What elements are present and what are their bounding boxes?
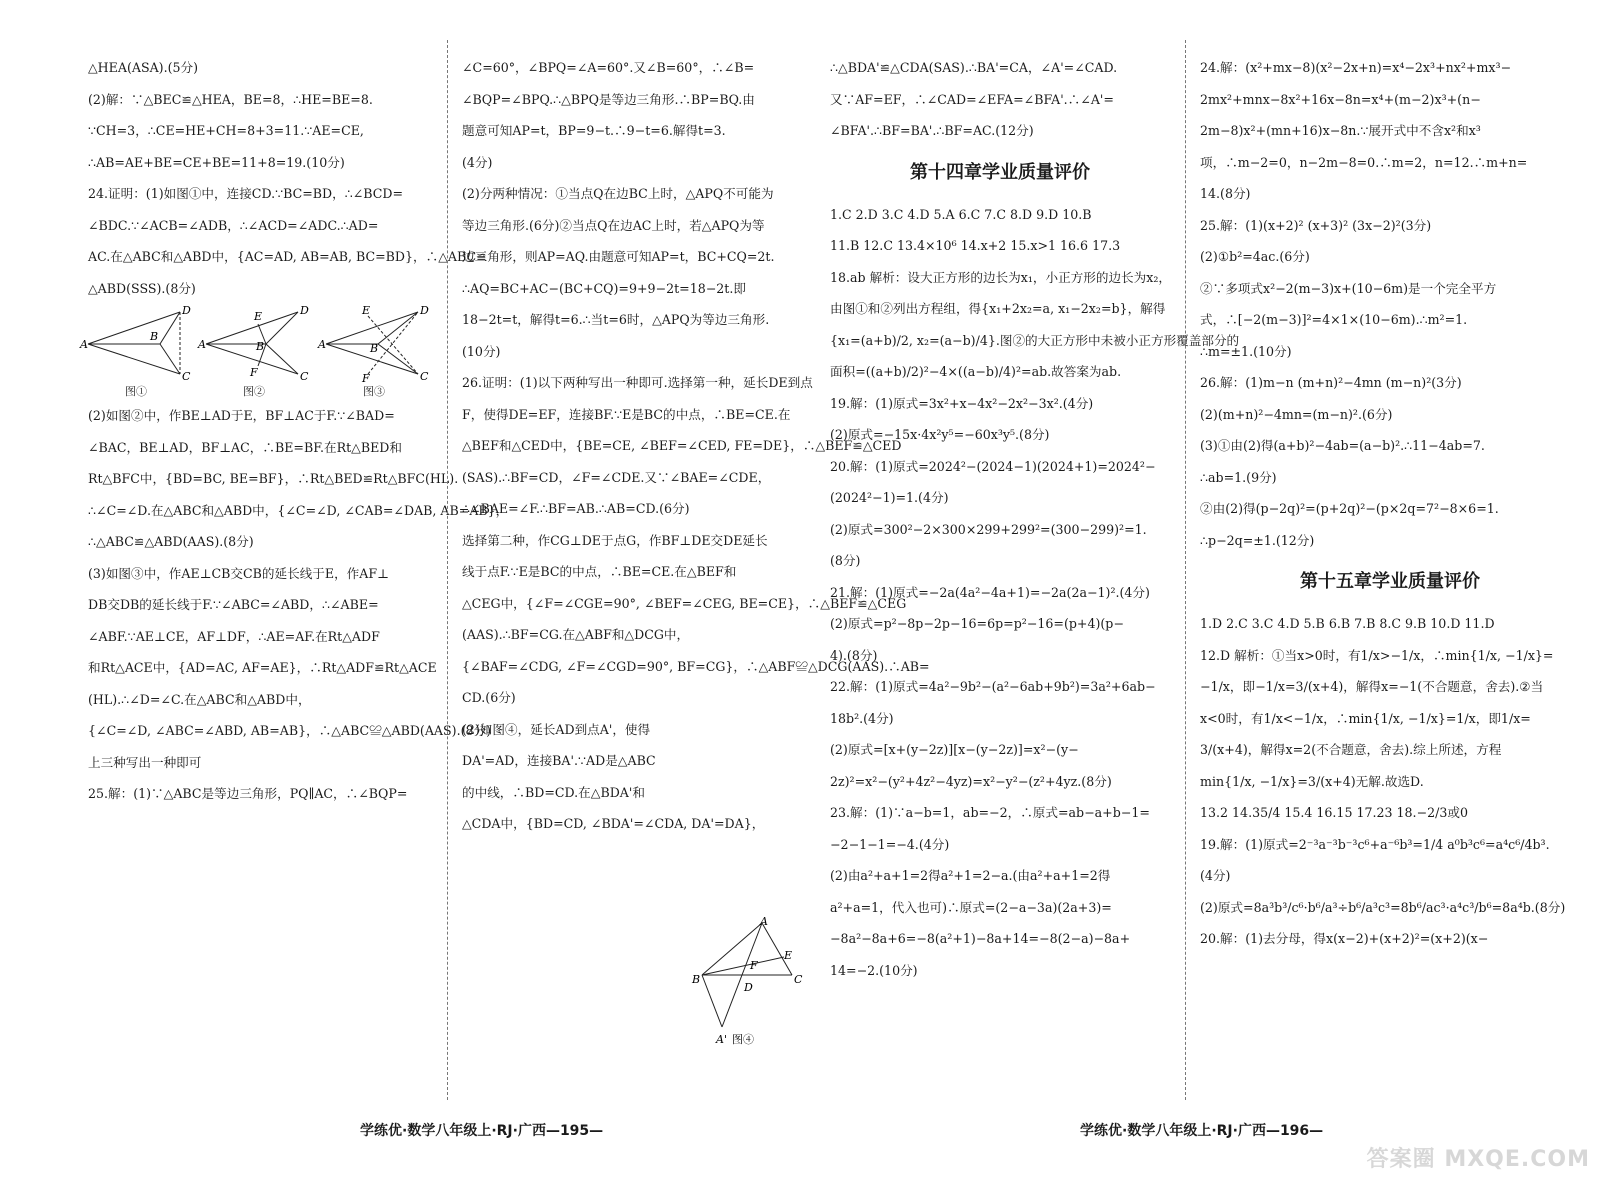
text-line: ∴△ABC≌△ABD(AAS).(8分) xyxy=(88,534,254,549)
text-line: ②∵多项式x²−2(m−3)x+(10−6m)是一个完全平方 xyxy=(1200,280,1497,296)
figure-row xyxy=(80,304,433,400)
geometry-figure xyxy=(318,304,428,384)
text-line: (2)由a²+a+1=2得a²+1=2−a.(由a²+a+1=2得 xyxy=(830,868,1111,883)
geometry-figure-4 xyxy=(692,915,802,1045)
text-line: (2)原式=[x+(y−2z)][x−(y−2z)]=x²−(y− xyxy=(830,742,1079,757)
figure-point-label: C xyxy=(794,973,803,986)
text-line: 24.解：(x²+mx−8)(x²−2x+n)=x⁴−2x³+nx²+mx³− xyxy=(1200,60,1512,75)
text-line: ∴AQ=BC+AC−(BC+CQ)=9+9−2t=18−2t.即 xyxy=(462,280,746,296)
text-line: ∴△BDA'≌△CDA(SAS).∴BA'=CA，∠A'=∠CAD. xyxy=(830,60,1118,75)
figure-point-label: E xyxy=(362,304,371,317)
figure-point-label: B xyxy=(692,973,701,986)
figure-point-label: D xyxy=(300,304,309,317)
figure-point-label: F xyxy=(250,366,258,379)
text-line: min{1/x, −1/x}=3/(x+4)无解.故选D. xyxy=(1200,773,1424,789)
text-line: Rt△BFC中，{BD=BC, BE=BF}，∴Rt△BED≌Rt△BFC(HL). xyxy=(88,471,459,486)
text-line: (4分) xyxy=(462,154,493,170)
text-line: 2mx²+mnx−8x²+16x−8n=x⁴+(m−2)x³+(n− xyxy=(1200,91,1481,107)
text-line: (2)原式=300²−2×300×299+299²=(300−299)²=1. xyxy=(830,521,1147,537)
text-line: 又∵AF=EF，∴∠CAD=∠EFA=∠BFA'.∴∠A'= xyxy=(830,91,1114,107)
text-line: 1.C 2.D 3.C 4.D 5.A 6.C 7.C 8.D 9.D 10.B xyxy=(830,206,1092,222)
column-divider xyxy=(1185,40,1186,1100)
text-line: 25.解：(1)(x+2)² (x+3)² (3x−2)²(3分) xyxy=(1200,217,1432,233)
text-line: (2)分两种情况：①当点Q在边BC上时，△APQ不可能为 xyxy=(462,186,774,201)
text-line: 选择第二种，作CG⊥DE于点G，作BF⊥DE交DE延长 xyxy=(462,532,768,548)
text-line: 项，∴m−2=0，n−2m−8=0.∴m=2，n=12.∴m+n= xyxy=(1200,154,1528,170)
figure-point-label: F xyxy=(362,372,370,385)
figure-caption: 图① xyxy=(125,385,147,398)
text-line: {∠BAF=∠CDG, ∠F=∠CGD=90°, BF=CG}，∴△ABF≌△DCG(AAS).∴AB= xyxy=(462,658,930,674)
text-line: CD.(6分) xyxy=(462,690,516,705)
text-line: ∴∠BAE=∠F.∴BF=AB.∴AB=CD.(6分) xyxy=(462,501,690,516)
text-line: AC.在△ABC和△ABD中，{AC=AD, AB=AB, BC=BD}，∴△ABC≌ xyxy=(88,249,487,264)
text-line: (2)如图②中，作BE⊥AD于E，BF⊥AC于F.∵∠BAD= xyxy=(88,408,395,423)
figure-caption: 图③ xyxy=(363,385,385,398)
text-line: 边三角形，则AP=AQ.由题意可知AP=t，BC+CQ=2t. xyxy=(462,249,775,264)
text-line: 24.证明：(1)如图①中，连接CD.∵BC=BD，∴∠BCD= xyxy=(88,186,404,201)
right-page xyxy=(800,0,1600,1181)
text-line: 和Rt△ACE中，{AD=AC, AF=AE}，∴Rt△ADF≌Rt△ACE xyxy=(88,660,437,675)
text-line: (3)如图③中，作AE⊥CB交CB的延长线于E，作AF⊥ xyxy=(88,565,389,581)
section-title-chapter-15: 第十五章学业质量评价 xyxy=(1300,571,1480,592)
text-line: 23.解：(1)∵a−b=1，ab=−2，∴原式=ab−a+b−1= xyxy=(830,805,1150,820)
text-line: −2−1−1=−4.(4分) xyxy=(830,836,950,852)
text-line: 2z)²=x²−(y²+4z²−4yz)=x²−y²−(z²+4yz.(8分) xyxy=(830,773,1112,789)
text-line: (8分) xyxy=(830,553,861,568)
figure-point-label: B xyxy=(256,340,265,353)
figure-point-label: A xyxy=(80,338,88,351)
text-line: (SAS).∴BF=CD，∠F=∠CDE.又∵∠BAE=∠CDE， xyxy=(462,469,771,485)
text-line: 11.B 12.C 13.4×10⁶ 14.x+2 15.x>1 16.6 17.3 xyxy=(830,238,1121,253)
right-column-2 xyxy=(1200,52,1580,1112)
text-line: (2)原式=8a³b³/c⁶·b⁶/a³÷b⁶/a³c³=8b⁶/ac³·a⁴c³/b⁶=8a⁴b.(8分) xyxy=(1200,899,1566,915)
left-page-footer: 学练优·数学八年级上·RJ·广西—195— xyxy=(360,1123,604,1139)
watermark-logo: 答案圈 MXQE.COM xyxy=(1366,1147,1590,1172)
text-line: 题意可知AP=t，BP=9−t.∴9−t=6.解得t=3. xyxy=(462,123,726,138)
figure-caption: 图② xyxy=(243,385,265,398)
text-line: 等边三角形.(6分)②当点Q在边AC上时，若△APQ为等 xyxy=(462,217,765,233)
text-line: ∴m=±1.(10分) xyxy=(1200,343,1292,359)
figure-point-label: A xyxy=(198,338,206,351)
text-line: (HL).∴∠D=∠C.在△ABC和△ABD中， xyxy=(88,691,311,707)
text-line: 21.解：(1)原式=−2a(4a²−4a+1)=−2a(2a−1)².(4分) xyxy=(830,584,1150,600)
text-line: 19.解：(1)原式=3x²+x−4x²−2x²−3x².(4分) xyxy=(830,395,1094,411)
text-line: (2024²−1)=1.(4分) xyxy=(830,490,949,505)
text-line: 13.2 14.35/4 15.4 16.15 17.23 18.−2/3或0 xyxy=(1200,805,1468,820)
figure-point-label: A' xyxy=(716,1033,727,1046)
text-line: 面积=((a+b)/2)²−4×((a−b)/4)²=ab.故答案为ab. xyxy=(830,364,1122,379)
text-line: (4分) xyxy=(1200,868,1231,883)
text-line: ∠BQP=∠BPQ.∴△BPQ是等边三角形.∴BP=BQ.由 xyxy=(462,91,755,107)
text-line: 3/(x+4)，解得x=2(不合题意，舍去).综上所述，方程 xyxy=(1200,742,1502,757)
geometry-figure xyxy=(80,304,190,384)
figure-point-label: B xyxy=(150,330,159,343)
section-title-chapter-14: 第十四章学业质量评价 xyxy=(910,161,1090,183)
text-line: △HEA(ASA).(5分) xyxy=(88,60,199,75)
text-line: 线于点F.∵E是BC的中点，∴BE=CE.在△BEF和 xyxy=(462,564,737,579)
text-line: 26.证明：(1)以下两种写出一种即可.选择第一种，延长DE到点 xyxy=(462,375,813,390)
figure-point-label: E xyxy=(254,310,263,323)
figure-point-label: B xyxy=(370,342,379,355)
figure-point-label: A xyxy=(760,915,768,928)
text-line: ∠ABF.∵AE⊥CE，AF⊥DF，∴AE=AF.在Rt△ADF xyxy=(88,628,380,644)
geometry-figure xyxy=(198,304,308,384)
text-line: F，使得DE=EF，连接BF.∵E是BC的中点，∴BE=CE.在 xyxy=(462,406,791,422)
text-line: ∠BFA'.∴BF=BA'.∴BF=AC.(12分) xyxy=(830,123,1034,138)
text-line: 的中线，∴BD=CD.在△BDA'和 xyxy=(462,784,645,800)
text-line: △CDA中，{BD=CD, ∠BDA'=∠CDA, DA'=DA}， xyxy=(462,816,765,831)
text-line: ②由(2)得(p−2q)²=(p+2q)²−(p×2q=7²−8×6=1. xyxy=(1200,501,1499,516)
text-line: 14=−2.(10分) xyxy=(830,962,918,978)
text-line: 25.解：(1)∵△ABC是等边三角形，PQ∥AC，∴∠BQP= xyxy=(88,786,408,801)
text-line: a²+a=1，代入也可)∴原式=(2−a−3a)(2a+3)= xyxy=(830,899,1112,915)
text-line: 12.D 解析：①当x>0时，有1/x>−1/x，∴min{1/x, −1/x}= xyxy=(1200,647,1554,663)
text-line: 22.解：(1)原式=4a²−9b²−(a²−6ab+9b²)=3a²+6ab− xyxy=(830,679,1156,694)
text-line: 2m−8)x²+(mn+16)x−8n.∵展开式中不含x²和x³ xyxy=(1200,123,1481,138)
text-line: ∴ab=1.(9分) xyxy=(1200,469,1277,485)
text-line: (AAS).∴BF=CG.在△ABF和△DCG中， xyxy=(462,627,690,642)
figure-point-label: C xyxy=(182,370,191,383)
text-line: 14.(8分) xyxy=(1200,186,1251,201)
text-line: (2)如图④，延长AD到点A'，使得 xyxy=(462,721,651,737)
text-line: (10分) xyxy=(462,343,501,359)
text-line: (2)解：∵△BEC≌△HEA，BE=8，∴HE=BE=8. xyxy=(88,91,373,107)
text-line: ∠C=60°，∠BPQ=∠A=60°.又∠B=60°，∴∠B= xyxy=(462,60,755,75)
text-line: ∠BDC.∵∠ACB=∠ADB，∴∠ACD=∠ADC.∴AD= xyxy=(88,217,379,233)
text-line: 上三种写出一种即可 xyxy=(88,754,202,770)
figure-point-label: E xyxy=(784,949,793,962)
text-line: △BEF和△CED中，{BE=CE, ∠BEF=∠CED, FE=DE}，∴△BEF≌△CED xyxy=(462,438,902,453)
text-line: DB交DB的延长线于F.∵∠ABC=∠ABD，∴∠ABE= xyxy=(88,597,379,612)
text-line: (2)①b²=4ac.(6分) xyxy=(1200,249,1310,264)
text-line: ∴AB=AE+BE=CE+BE=11+8=19.(10分) xyxy=(88,154,345,170)
text-line: (2)原式=−15x·4x²y⁵=−60x³y⁵.(8分) xyxy=(830,427,1050,442)
text-line: 4).(8分) xyxy=(830,647,878,663)
text-line: ∴p−2q=±1.(12分) xyxy=(1200,532,1315,548)
text-line: 20.解：(1)去分母，得x(x−2)+(x+2)²=(x+2)(x− xyxy=(1200,931,1489,946)
figure-point-label: C xyxy=(420,370,429,383)
text-line: 26.解：(1)m−n (m+n)²−4mn (m−n)²(3分) xyxy=(1200,375,1462,390)
text-line: 18b².(4分) xyxy=(830,710,894,726)
text-line: −1/x，即−1/x=3/(x+4)，解得x=−1(不合题意，舍去).②当 xyxy=(1200,679,1544,694)
text-line: 18.ab 解析：设大正方形的边长为x₁，小正方形的边长为x₂， xyxy=(830,269,1171,285)
text-line: {∠C=∠D, ∠ABC=∠ABD, AB=AB}，∴△ABC≌△ABD(AAS).(8分) xyxy=(88,723,491,738)
figure-point-label: C xyxy=(300,370,309,383)
right-page-footer: 学练优·数学八年级上·RJ·广西—196— xyxy=(1080,1123,1324,1139)
text-line: 1.D 2.C 3.C 4.D 5.B 6.B 7.B 8.C 9.B 10.D 11.D xyxy=(1200,616,1495,631)
text-line: x<0时，有1/x<−1/x，∴min{1/x, −1/x}=1/x，即1/x= xyxy=(1200,710,1531,726)
figure-point-label: F xyxy=(750,959,758,972)
column-divider xyxy=(447,40,448,1100)
text-line: 由图①和②列出方程组，得{x₁+2x₂=a, x₁−2x₂=b}，解得 xyxy=(830,301,1166,316)
figure-point-label: A xyxy=(318,338,326,351)
figure-caption: 图④ xyxy=(732,1033,754,1046)
figure-point-label: D xyxy=(744,981,753,994)
text-line: 式，∴[−2(m−3)]²=4×1×(10−6m).∴m²=1. xyxy=(1200,312,1468,327)
figure-point-label: D xyxy=(420,304,429,317)
text-line: △CEG中，{∠F=∠CGE=90°, ∠BEF=∠CEG, BE=CE}，∴△BEF≌△CEG xyxy=(462,595,907,611)
text-line: −8a²−8a+6=−8(a²+1)−8a+14=−8(2−a)−8a+ xyxy=(830,931,1131,946)
text-line: (2)(m+n)²−4mn=(m−n)².(6分) xyxy=(1200,406,1393,422)
text-line: (2)原式=p²−8p−2p−16=6p=p²−16=(p+4)(p− xyxy=(830,616,1124,631)
text-line: 20.解：(1)原式=2024²−(2024−1)(2024+1)=2024²− xyxy=(830,458,1156,474)
text-line: ∵CH=3，∴CE=HE+CH=8+3=11.∵AE=CE, xyxy=(88,123,364,138)
text-line: 18−2t=t，解得t=6.∴当t=6时，△APQ为等边三角形. xyxy=(462,312,770,327)
text-line: (3)①由(2)得(a+b)²−4ab=(a−b)².∴11−4ab=7. xyxy=(1200,438,1485,453)
text-line: △ABD(SSS).(8分) xyxy=(88,280,196,296)
figure-point-label: D xyxy=(182,304,191,317)
text-line: {x₁=(a+b)/2, x₂=(a−b)/4}.图②的大正方形中未被小正方形覆盖部分的 xyxy=(830,332,1240,348)
text-line: ∠BAC，BE⊥AD，BF⊥AC，∴BE=BF.在Rt△BED和 xyxy=(88,439,402,455)
text-line: DA'=AD，连接BA'.∵AD是△ABC xyxy=(462,753,656,768)
text-line: 19.解：(1)原式=2⁻³a⁻³b⁻³c⁶+a⁻⁶b³=1/4 a⁰b³c⁶=a⁴c⁶/4b³. xyxy=(1200,836,1550,852)
text-line: ∴∠C=∠D.在△ABC和△ABD中，{∠C=∠D, ∠CAB=∠DAB, AB=AB}， xyxy=(88,502,509,518)
